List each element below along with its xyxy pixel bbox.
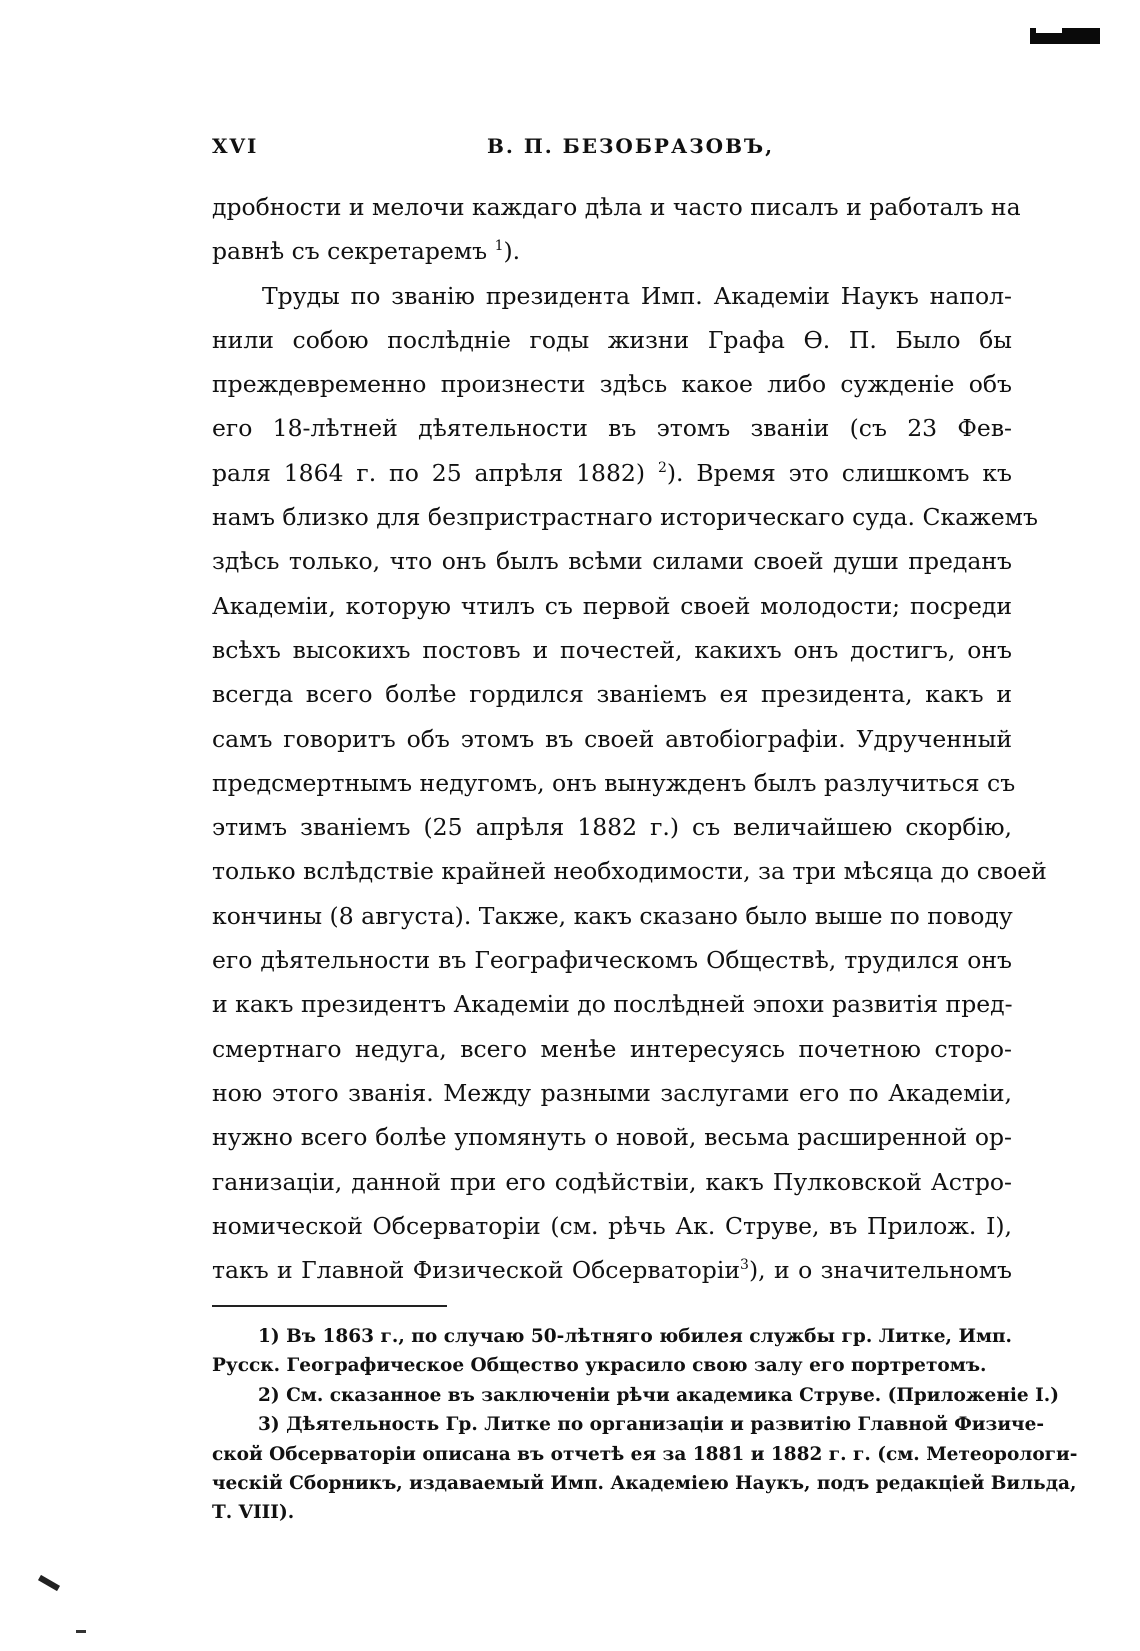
text-line: самъ говоритъ объ этомъ въ своей автобіографіи. Удрученный (212, 724, 1012, 753)
text-line: его дѣятельности въ Географическомъ Обществѣ, трудился онъ (212, 946, 1012, 975)
body-text (212, 185, 1047, 1292)
text-line: преждевременно произнести здѣсь какое либо сужденіе объ (212, 370, 1012, 399)
text-line (212, 451, 1012, 495)
text-line: всѣхъ высокихъ постовъ и почестей, какихъ онъ достигъ, онъ (212, 635, 1012, 664)
text-line: нужно всего болѣе упомянуть о новой, весьма расширенной ор- (212, 1123, 1012, 1152)
footnote-2: 2) См. сказанное въ заключеніи рѣчи академика Струве. (Приложеніе I.) (258, 1384, 1059, 1406)
footnotes (212, 1322, 1078, 1528)
text-line: этимъ званіемъ (25 апрѣля 1882 г.) съ величайшею скорбію, (212, 813, 1012, 842)
text-line: только вслѣдствіе крайней необходимости, за три мѣсяца до своей (212, 857, 1047, 886)
footnote-1-line: 1) Въ 1863 г., по случаю 50-лѣтняго юбилея службы гр. Литке, Имп. (258, 1326, 1012, 1347)
text-line-tail: ). Время это слишкомъ къ (666, 458, 1012, 487)
text-line: кончины (8 августа). Также, какъ сказано было выше по поводу (212, 901, 1013, 930)
text-line: Академіи, которую чтилъ съ первой своей молодости; посреди (212, 591, 1012, 620)
footnote-1-line: Русск. Географическое Общество украсило свою залу его портретомъ. (212, 1355, 987, 1377)
text-line: намъ близко для безпристрастнаго историческаго суда. Скажемъ (212, 503, 1038, 532)
running-head: В. П. БЕЗОБРАЗОВЪ, (487, 134, 775, 158)
text-line: всегда всего болѣе гордился званіемъ ея президента, какъ и (212, 680, 1012, 709)
text-line: нили собою послѣдніе годы жизни Графа Ѳ. П. Было бы (212, 325, 1012, 354)
footnote-divider (212, 1305, 447, 1307)
footnote-3-line: ческій Сборникъ, издаваемый Имп. Академіею Наукъ, подъ редакціей Вильда, (212, 1472, 1077, 1494)
text-line: предсмертнымъ недугомъ, онъ вынужденъ былъ разлучиться съ (212, 768, 1016, 797)
text-line: ною этого званія. Между разными заслугами его по Академіи, (212, 1078, 1012, 1107)
text-line: Труды по званію президента Имп. Академіи Наукъ напол- (262, 281, 1012, 310)
text-line: здѣсь только, что онъ былъ всѣми силами своей души преданъ (212, 547, 1012, 576)
text-line-content: равнѣ съ секретаремъ (212, 237, 488, 266)
scan-smudge (76, 1630, 86, 1633)
text-line: и какъ президентъ Академіи до послѣдней эпохи развитія пред- (212, 990, 1013, 1019)
footnote-ref: 3 (740, 1257, 749, 1274)
page-header (212, 134, 1012, 164)
text-line-content: раля 1864 г. по 25 апрѣля 1882) (212, 458, 646, 487)
footnote-3-line: Т. VIII). (212, 1502, 295, 1524)
page-number: XVI (212, 134, 259, 158)
text-line: номической Обсерваторіи (см. рѣчь Ак. Струве, въ Прилож. I), (212, 1211, 1012, 1240)
footnote-3-line: ской Обсерваторіи описана въ отчетѣ ея за 1881 и 1882 г. г. (см. Метеорологи- (212, 1443, 1078, 1465)
scan-corner-notch (1036, 28, 1062, 33)
text-line: ганизаціи, данной при его содѣйствіи, какъ Пулковской Астро- (212, 1167, 1012, 1196)
text-line-tail: ), и о значительномъ (748, 1256, 1012, 1285)
footnote-ref: 1 (494, 238, 504, 255)
text-line: смертнаго недуга, всего менѣе интересуясь почетною сторо- (212, 1034, 1012, 1063)
text-line: его 18-лѣтней дѣятельности въ этомъ званіи (съ 23 Фев- (212, 414, 1012, 443)
footnote-3-line: 3) Дѣятельность Гр. Литке по организаціи и развитію Главной Физиче- (258, 1414, 1045, 1436)
footnote-ref: 2 (657, 459, 667, 476)
text-line (212, 1248, 1012, 1292)
scan-smudge (38, 1575, 60, 1591)
text-line-content: такъ и Главной Физической Обсерваторіи (212, 1256, 741, 1285)
text-line (212, 229, 1012, 273)
text-line-tail: ). (503, 237, 521, 266)
text-line: дробности и мелочи каждаго дѣла и часто писалъ и работалъ на (212, 193, 1021, 221)
